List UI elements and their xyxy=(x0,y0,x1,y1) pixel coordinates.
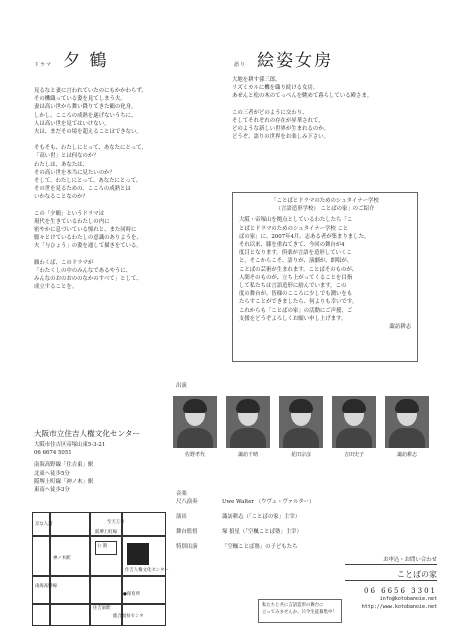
venue-address: 大阪市住吉区帝塚山東5-3-21 xyxy=(34,442,106,448)
intro-text-line: 大阪・帝塚山を拠点としているわたしたち「こ xyxy=(239,217,353,224)
credit-role: 音楽 xyxy=(176,491,187,497)
venue-block xyxy=(34,428,140,494)
map-label: 神ノ木駅 xyxy=(53,556,71,561)
intro-text-line: 度の舞台が、皆様のこころに少しでも潤いをも xyxy=(239,291,353,298)
map-label: 住吉東駅 xyxy=(93,606,111,611)
drama-text-line xyxy=(34,136,147,144)
contact-block xyxy=(345,556,437,612)
venue-access xyxy=(34,461,140,494)
contact-url[interactable]: http://www.kotobanoie.net xyxy=(361,604,437,611)
narration-text-line xyxy=(232,101,372,109)
intro-title-line2: （言語造形学校） ことばの家」のご紹介 xyxy=(275,206,375,213)
venue-map xyxy=(32,512,169,626)
cast-name: 諏訪千晴 xyxy=(237,452,258,458)
intro-text-line: ことばの芸術が生まれます。ことばそのものが、 xyxy=(239,266,358,273)
intro-text-line: とばとドラマのためのシュタイナー学校 こと xyxy=(239,225,349,232)
credit-row xyxy=(176,528,315,536)
contact-phone: 06 6656 3301 xyxy=(364,587,437,596)
drama-text-line: みんなのおのおののなかのすべて」として、 xyxy=(34,276,142,283)
drama-text-line: その世を見るための、こころの成熟とは xyxy=(34,186,131,193)
drama-description xyxy=(34,87,147,291)
intro-text-line: たらすことができましたら、何よりも幸いです。 xyxy=(239,299,358,306)
contact-heading: お申込・お問い合わせ xyxy=(345,556,437,565)
cast-name: 諏訪耕志 xyxy=(396,452,417,458)
narration-text-line: 大地を耕す孫三郎。 xyxy=(232,77,281,83)
venue-name: 大阪市立住吉人権文化センター xyxy=(34,429,141,438)
intro-text-line: それ以来、膝を重ねてきて、今回の舞台が4 xyxy=(239,242,345,249)
drama-text-line: 願わくば、このドラマが xyxy=(34,259,94,266)
drama-text-line: この「夕鶴」というドラマは xyxy=(34,210,105,217)
narration-header xyxy=(234,46,333,71)
cast-label: 出演 xyxy=(176,383,187,389)
credit-name: Uwe Walter （ウヴェ・ヴァルター） xyxy=(222,499,315,505)
map-label: ●保育所 xyxy=(123,592,141,597)
drama-header xyxy=(34,46,109,71)
narration-text-line: どのような新しい世界が生まれるのか。 xyxy=(232,126,330,133)
cast-name: 吉田史子 xyxy=(343,452,364,458)
intro-text-line: と。そこからこそ、語りが、演劇が、朗唱が、 xyxy=(239,258,353,265)
drama-text-line: しかし、こころの成熟を遂げないうちに、 xyxy=(34,112,137,119)
drama-text-line: 「高い世」とは何なのか？ xyxy=(34,153,99,160)
drama-text-line: 見るなと妻に言われていたのにもかかわらず、 xyxy=(34,88,147,94)
intro-text-line: これからも「ことばの家」の活動にご声援、ご xyxy=(239,307,353,314)
intro-title-line1: 「ことばとドラマのためのシュタイナー学校 xyxy=(271,198,379,204)
drama-text-line: 現代を生きているわたしの内に xyxy=(34,218,110,225)
drama-text-line: 「わたくしの中のみんなであるやうに、 xyxy=(34,267,132,274)
drama-text-line: 夫は、まだその境を超えることはできない。 xyxy=(34,129,142,136)
recruit-notice xyxy=(258,599,342,623)
drama-text-line xyxy=(34,251,147,259)
drama-text-line: そもそも、わたしにとって、あなたにとって、 xyxy=(34,145,147,152)
credit-role: 尺八演奏 xyxy=(176,499,198,505)
portrait-photo xyxy=(226,396,270,448)
credit-row xyxy=(176,543,315,551)
map-label: 阪堺上町線 xyxy=(95,530,117,535)
cast-member xyxy=(226,396,270,458)
cast-member xyxy=(332,396,376,458)
cast-member xyxy=(173,396,217,458)
access-line: 阪堺上町線「神ノ木」駅 xyxy=(34,478,94,485)
school-intro-box xyxy=(232,192,418,362)
drama-text-line: わたしは、あなたは、 xyxy=(34,161,88,168)
cast-name: 佐野孝代 xyxy=(184,452,205,458)
narration-description xyxy=(232,76,372,141)
portrait-photo xyxy=(279,396,323,448)
credit-role: 特別出演 xyxy=(176,544,198,550)
venue-phone: 06 6674 5051 xyxy=(34,450,72,457)
credit-role: 舞台監督 xyxy=(176,529,198,535)
cast-photos xyxy=(173,396,429,458)
credit-name: 塚 狼星（「空楓ことば塾」主宰） xyxy=(222,529,302,535)
credit-row xyxy=(176,513,315,521)
credit-row xyxy=(176,490,315,498)
narration-text-line: そしてそれぞれの存在が昇華されて、 xyxy=(232,117,324,124)
notice-line2: 立ってみませんか。只今生徒募集中！ xyxy=(262,610,337,615)
drama-text-line: 夫「与ひょう」の姿を通して描きをている。 xyxy=(34,243,142,250)
cast-member xyxy=(279,396,323,458)
intro-text-line: 支援をどうぞよろしくお願い申し上げます。 xyxy=(239,315,347,322)
map-label: 住吉人権文化センター xyxy=(125,568,169,573)
drama-text-line: 脈々とけているわたしの意識のありようを、 xyxy=(34,235,142,242)
cast-member xyxy=(385,396,429,458)
credits xyxy=(176,490,315,558)
portrait-photo xyxy=(385,396,429,448)
narration-title: 絵姿女房 xyxy=(257,51,334,71)
intro-text-line: ばの家」に、2007年4月、志ある者が集まりました。 xyxy=(239,233,370,240)
intro-text-line: 人間そのものが、立ち上がってくることを目指 xyxy=(239,274,353,281)
portrait-photo xyxy=(173,396,217,448)
notice-line1: 私たちと共に言語造形の舞台に xyxy=(262,603,324,608)
credit-role: 演出 xyxy=(176,514,187,520)
narration-label: 語り xyxy=(234,62,247,68)
drama-text-line: そして、わたしにとって、あなたにとって、 xyxy=(34,178,142,185)
narration-text-line: あぜんと松の木のてっぺんを眺めて暮らしている殿さま。 xyxy=(232,93,373,100)
contact-email[interactable]: info@kotobanoie.net xyxy=(379,596,437,603)
narration-text-line: どうぞ、語りの世界をお楽しみ下さい。 xyxy=(232,134,329,141)
intro-signature: 諏訪耕志 xyxy=(389,324,411,331)
drama-text-line xyxy=(34,202,147,210)
drama-text-line: 成立することを。 xyxy=(34,284,78,291)
credit-name: 「空楓ことば塾」の子どもたち xyxy=(222,544,298,550)
access-line: 北東へ徒歩5分 xyxy=(34,470,70,477)
credit-name: 諏訪耕志（「ことばの家」主宰） xyxy=(222,514,301,520)
access-line: 東南へ徒歩3分 xyxy=(34,487,70,494)
map-label: 南海高野線 xyxy=(35,584,57,589)
intro-text-line: して私たちは言語造形に励んでいます。この xyxy=(239,283,347,290)
map-label: 至天王寺 xyxy=(107,520,125,525)
credit-row xyxy=(176,498,315,506)
drama-text-line: その高い世を本当に見たいのか？ xyxy=(34,169,115,176)
map-label: 総合福祉センタ xyxy=(113,614,144,619)
map-label: 京な人道 xyxy=(35,522,53,527)
access-line: 南海高野線「住吉東」駅 xyxy=(34,462,94,469)
contact-org: ことばの家 xyxy=(345,569,437,581)
drama-text-line: 妻は高い世から舞い降りてきた鶴の化身。 xyxy=(34,104,137,111)
narration-text-line: リズミカルに機を織り続ける女房。 xyxy=(232,85,319,92)
cast-name: 花田宗彦 xyxy=(290,452,311,458)
map-label: 公 園 xyxy=(97,544,108,549)
drama-title: 夕 鶴 xyxy=(63,51,109,71)
intro-body xyxy=(239,216,411,323)
narration-text-line: この三者がどのように交わり、 xyxy=(232,109,308,116)
portrait-photo xyxy=(332,396,376,448)
drama-text-line: いかなることなのか？ xyxy=(34,194,88,201)
drama-label: ドラマ xyxy=(34,62,53,68)
drama-text-line: 密やかに息づいている憧れと、また同時に xyxy=(34,227,137,234)
drama-text-line: 人は高い世を見てはいけない。 xyxy=(34,120,110,127)
drama-text-line: その機織っている姿を見てしまう夫。 xyxy=(34,96,126,103)
intro-text-line: 度目となります。倶楽が言語を造形していくこ xyxy=(239,250,352,257)
